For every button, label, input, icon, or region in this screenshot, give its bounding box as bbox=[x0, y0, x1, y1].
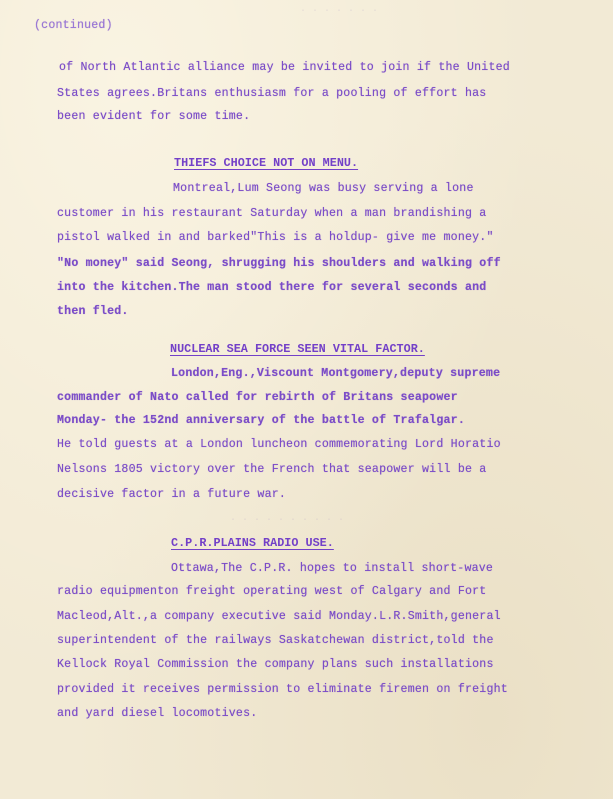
story2-line-4: "No money" said Seong, shrugging his shoulders and walking off bbox=[57, 257, 501, 270]
continued-label: (continued) bbox=[34, 19, 113, 32]
show-through-text: · · · · · · · · · · bbox=[230, 515, 345, 526]
story4-line-7: and yard diesel locomotives. bbox=[57, 707, 258, 720]
story4-line-6: provided it receives permission to eliminate firemen on freight bbox=[57, 683, 508, 696]
story3-heading: NUCLEAR SEA FORCE SEEN VITAL FACTOR. bbox=[170, 342, 425, 356]
story2-heading: THIEFS CHOICE NOT ON MENU. bbox=[174, 156, 359, 170]
show-through-text: · · · · · · · bbox=[300, 6, 379, 17]
story3-line-2: commander of Nato called for rebirth of Britans seapower bbox=[57, 391, 458, 404]
story3-line-4: He told guests at a London luncheon commemorating Lord Horatio bbox=[57, 438, 501, 451]
story1-line-3: been evident for some time. bbox=[57, 110, 251, 123]
story3-line-5: Nelsons 1805 victory over the French that seapower will be a bbox=[57, 463, 487, 476]
story3-line-6: decisive factor in a future war. bbox=[57, 488, 287, 501]
story2-line-5: into the kitchen.The man stood there for several seconds and bbox=[57, 281, 487, 294]
story2-line-3: pistol walked in and barked"This is a holdup- give me money." bbox=[57, 231, 494, 244]
story1-line-1: of North Atlantic alliance may be invited to join if the United bbox=[59, 61, 510, 74]
story4-line-2: radio equipmenton freight operating west of Calgary and Fort bbox=[57, 585, 487, 598]
story3-line-3: Monday- the 152nd anniversary of the battle of Trafalgar. bbox=[57, 414, 465, 427]
story4-line-3: Macleod,Alt.,a company executive said Monday.L.R.Smith,general bbox=[57, 610, 501, 623]
story2-line-6: then fled. bbox=[57, 305, 129, 318]
story2-line-2: customer in his restaurant Saturday when a man brandishing a bbox=[57, 207, 487, 220]
story4-line-5: Kellock Royal Commission the company plans such installations bbox=[57, 658, 494, 671]
story2-line-1: Montreal,Lum Seong was busy serving a lone bbox=[173, 182, 474, 195]
story3-line-1: London,Eng.,Viscount Montgomery,deputy supreme bbox=[171, 367, 501, 380]
story1-line-2: States agrees.Britans enthusiasm for a pooling of effort has bbox=[57, 87, 487, 100]
story4-line-4: superintendent of the railways Saskatchewan district,told the bbox=[57, 634, 494, 647]
story4-heading: C.P.R.PLAINS RADIO USE. bbox=[171, 536, 334, 550]
story4-line-1: Ottawa,The C.P.R. hopes to install short-wave bbox=[171, 562, 494, 575]
